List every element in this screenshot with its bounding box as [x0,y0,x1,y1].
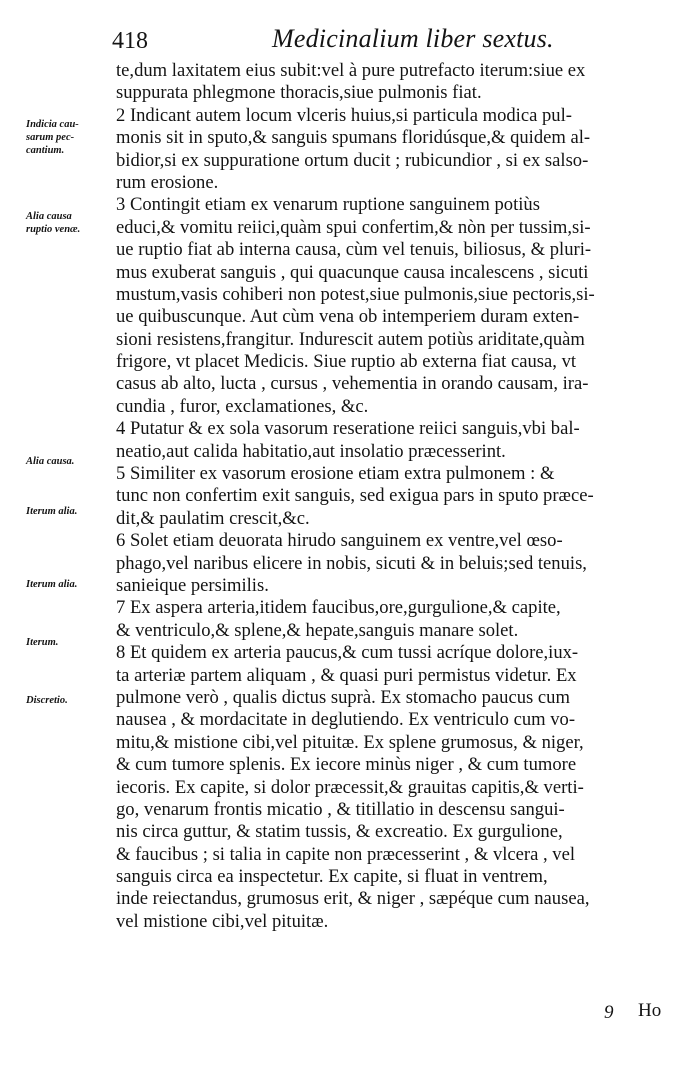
sidenote-discretio [26,694,118,707]
text-line: monis sit in sputo,& sanguis spumans floridúsque,& quidem al- [116,127,591,149]
text-line: cundia , furor, exclamationes, &c. [116,395,369,417]
text-line: bidior,si ex suppuratione ortum ducit ; rubicundior , si ex salso- [116,149,589,171]
text-line: 8 Et quidem ex arteria paucus,& cum tussi acríque dolore,iux- [116,642,579,664]
text-line: 7 Ex aspera arteria,itidem faucibus,ore,gurgulione,& capite, [116,597,561,619]
text-line: mus exuberat sanguis , qui quacunque causa incalescens , sicuti [116,261,589,283]
sidenote-line: cantium. [26,145,65,156]
text-line: educi,& vomitu reiici,quàm spui confertim,& nòn per tussim,si- [116,216,591,238]
sidenote-alia-causa [26,455,118,468]
catchword: Ho [638,1000,662,1021]
text-line: ue ruptio fiat ab interna causa, cùm vel tenuis, biliosus, & pluri- [116,239,592,261]
text-line: dit,& paulatim crescit,&c. [116,507,310,529]
page-number: 418 [112,28,148,54]
text-line: ta arteriæ partem aliquam , & quasi puri permistus videtur. Ex [116,664,577,686]
text-line: sanguis circa ea inspectetur. Ex capite, si fluat in ventrem, [116,866,548,888]
page-header [0,22,700,62]
sidenote-line: Discretio. [26,695,68,706]
sidenote-line: Iterum. [26,637,59,648]
sidenote-line: Alia causa [26,211,72,222]
text-line: te,dum laxitatem eius subit:vel à pure putrefacto iterum:siue ex [116,60,586,81]
text-line: rum erosione. [116,171,219,193]
text-line: phago,vel naribus elicere in nobis, sicuti & in beluis;sed tenuis, [116,552,587,574]
sidenote-line: Indicia cau- [26,119,79,130]
text-line: iecoris. Ex capite, si dolor præcessit,& grauitas capitis,& verti- [116,776,584,798]
text-line: 2 Indicant autem locum vlceris huius,si particula modica pul- [116,104,572,126]
text-line: 4 Putatur & ex sola vasorum reseratione reiici sanguis,vbi bal- [116,418,580,440]
sidenote-line: Iterum alia. [26,506,78,517]
text-line: suppurata phlegmone thoracis,siue pulmonis fiat. [116,82,482,104]
sidenote-iterum-alia-1 [26,505,118,518]
text-line: nausea , & mordacitate in deglutiendo. Ex ventriculo cum vo- [116,709,576,731]
text-line: & cum tumore splenis. Ex iecore minùs niger , & cum tumore [116,754,577,776]
sidenote-iterum [26,636,118,649]
body-text [116,60,676,933]
sidenote-alia-causa-ruptio [26,210,118,236]
signature-mark: 9 [604,1002,614,1023]
text-line: sioni resistens,frangitur. Indurescit autem potiùs ariditate,quàm [116,328,585,350]
text-line: inde reiectandus, grumosus erit, & niger , sæpéque cum nausea, [116,888,590,910]
page-footer [0,1000,700,1026]
text-line: go, venarum frontis micatio , & titillatio in descensu sangui- [116,798,565,820]
text-line: tunc non confertim exit sanguis, sed exigua pars in sputo præce- [116,485,594,507]
sidenote-line: Alia causa. [26,456,75,467]
sidenote-line: ruptio venæ. [26,224,81,235]
text-line: 6 Solet etiam deuorata hirudo sanguinem ex ventre,vel œso- [116,530,563,552]
sidenote-line: sarum pec- [26,132,75,143]
text-line: mustum,vasis cohiberi non potest,siue pulmonis,siue pectoris,si- [116,283,595,305]
text-line: mitu,& mistione cibi,vel pituitæ. Ex splene grumosus, & niger, [116,731,584,753]
sidenote-line: Iterum alia. [26,579,78,590]
text-line: pulmone verò , qualis dictus suprà. Ex stomacho paucus cum [116,686,570,708]
running-title: Medicinalium liber sextus. [272,24,554,53]
text-line: neatio,aut calida habitatio,aut insolatio præcesserint. [116,440,506,462]
sidenote-iterum-alia-2 [26,578,118,591]
text-line: nis circa guttur, & statim tussis, & excreatio. Ex gurgulione, [116,821,563,843]
text-line: casus ab alto, lucta , cursus , vehementia in orando causam, ira- [116,373,589,395]
text-line: & faucibus ; si talia in capite non præcesserint , & vlcera , vel [116,843,576,865]
sidenote-indicia [26,118,118,157]
text-line: 3 Contingit etiam ex venarum ruptione sanguinem potiùs [116,194,540,216]
text-line: frigore, vt placet Medicis. Siue ruptio ab externa fiat causa, vt [116,351,577,373]
text-line: ue quibuscunque. Aut cùm vena ob intemperiem duram exten- [116,306,580,328]
text-line: 5 Similiter ex vasorum erosione etiam extra pulmonem : & [116,463,555,485]
text-line: & ventriculo,& splene,& hepate,sanguis manare solet. [116,619,519,641]
text-line: sanieique persimilis. [116,574,269,596]
text-line: vel mistione cibi,vel pituitæ. [116,910,329,932]
